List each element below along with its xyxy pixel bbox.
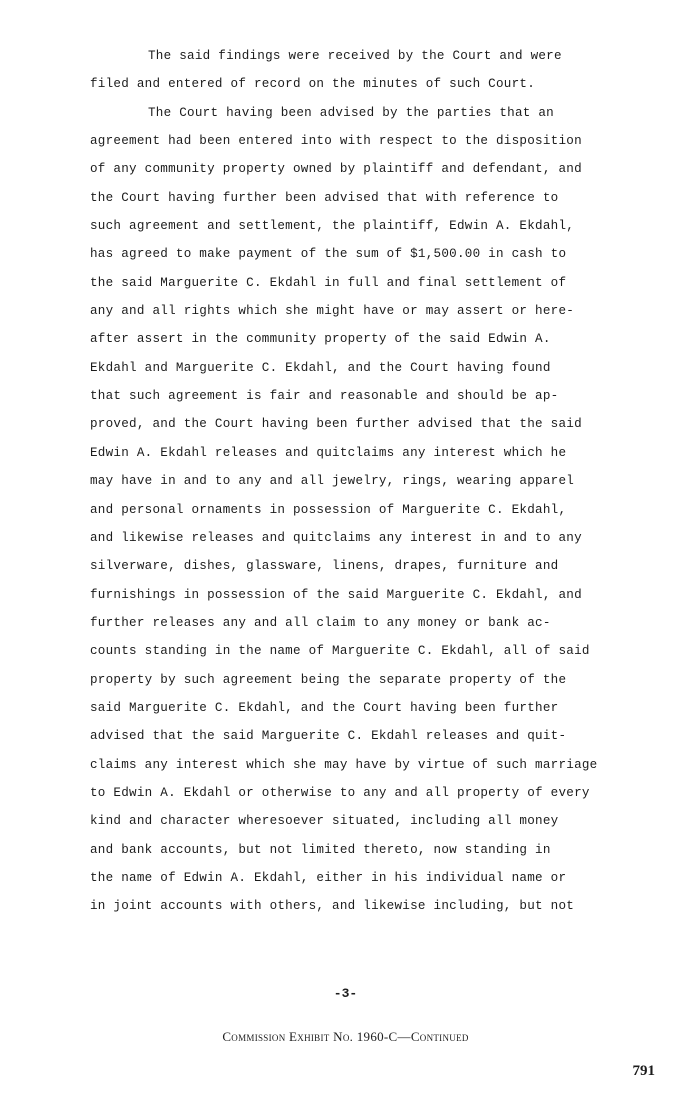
text-line: Ekdahl and Marguerite C. Ekdahl, and the Court having found	[90, 360, 551, 375]
text-line: that such agreement is fair and reasonable and should be ap-	[90, 389, 559, 404]
typed-body-text	[90, 42, 630, 921]
text-line: in joint accounts with others, and likewise including, but not	[90, 899, 575, 914]
text-line: such agreement and settlement, the plaintiff, Edwin A. Ekdahl,	[90, 219, 575, 234]
text-line: after assert in the community property of the said Edwin A.	[90, 332, 551, 347]
text-line: of any community property owned by plaintiff and defendant, and	[90, 162, 582, 177]
text-line: to Edwin A. Ekdahl or otherwise to any and all property of every	[90, 785, 590, 800]
text-line: kind and character wheresoever situated, including all money	[90, 814, 559, 829]
text-line: property by such agreement being the separate property of the	[90, 672, 567, 687]
text-line: advised that the said Marguerite C. Ekdahl releases and quit-	[90, 729, 567, 744]
text-line: The Court having been advised by the parties that an	[148, 105, 554, 120]
text-line: the name of Edwin A. Ekdahl, either in his individual name or	[90, 870, 567, 885]
text-line: filed and entered of record on the minutes of such Court.	[90, 77, 536, 92]
text-line: agreement had been entered into with respect to the disposition	[90, 134, 582, 149]
text-line: claims any interest which she may have by virtue of such marriage	[90, 757, 598, 772]
text-line: any and all rights which she might have or may assert or here-	[90, 304, 575, 319]
text-line: silverware, dishes, glassware, linens, drapes, furniture and	[90, 559, 559, 574]
folio-number: 791	[632, 1063, 655, 1079]
text-line: furnishings in possession of the said Marguerite C. Ekdahl, and	[90, 587, 582, 602]
text-line: Edwin A. Ekdahl releases and quitclaims any interest which he	[90, 445, 567, 460]
text-line: and likewise releases and quitclaims any interest in and to any	[90, 530, 582, 545]
text-line: and bank accounts, but not limited thereto, now standing in	[90, 842, 551, 857]
text-line: proved, and the Court having been further advised that the said	[90, 417, 582, 432]
text-line: The said findings were received by the Court and were	[148, 49, 562, 63]
page-number-marker: -3-	[333, 986, 358, 1001]
text-line: said Marguerite C. Ekdahl, and the Court having been further	[90, 700, 559, 715]
text-line: counts standing in the name of Marguerite C. Ekdahl, all of said	[90, 644, 590, 659]
text-line: the said Marguerite C. Ekdahl in full and final settlement of	[90, 275, 567, 290]
text-line: may have in and to any and all jewelry, rings, wearing apparel	[90, 474, 575, 489]
text-line: has agreed to make payment of the sum of $1,500.00 in cash to	[90, 247, 567, 262]
text-line: the Court having further been advised that with reference to	[90, 190, 559, 205]
exhibit-caption: Commission Exhibit No. 1960-C—Continued	[222, 1029, 469, 1044]
text-line: further releases any and all claim to any money or bank ac-	[90, 615, 551, 630]
text-line: and personal ornaments in possession of Marguerite C. Ekdahl,	[90, 502, 567, 517]
